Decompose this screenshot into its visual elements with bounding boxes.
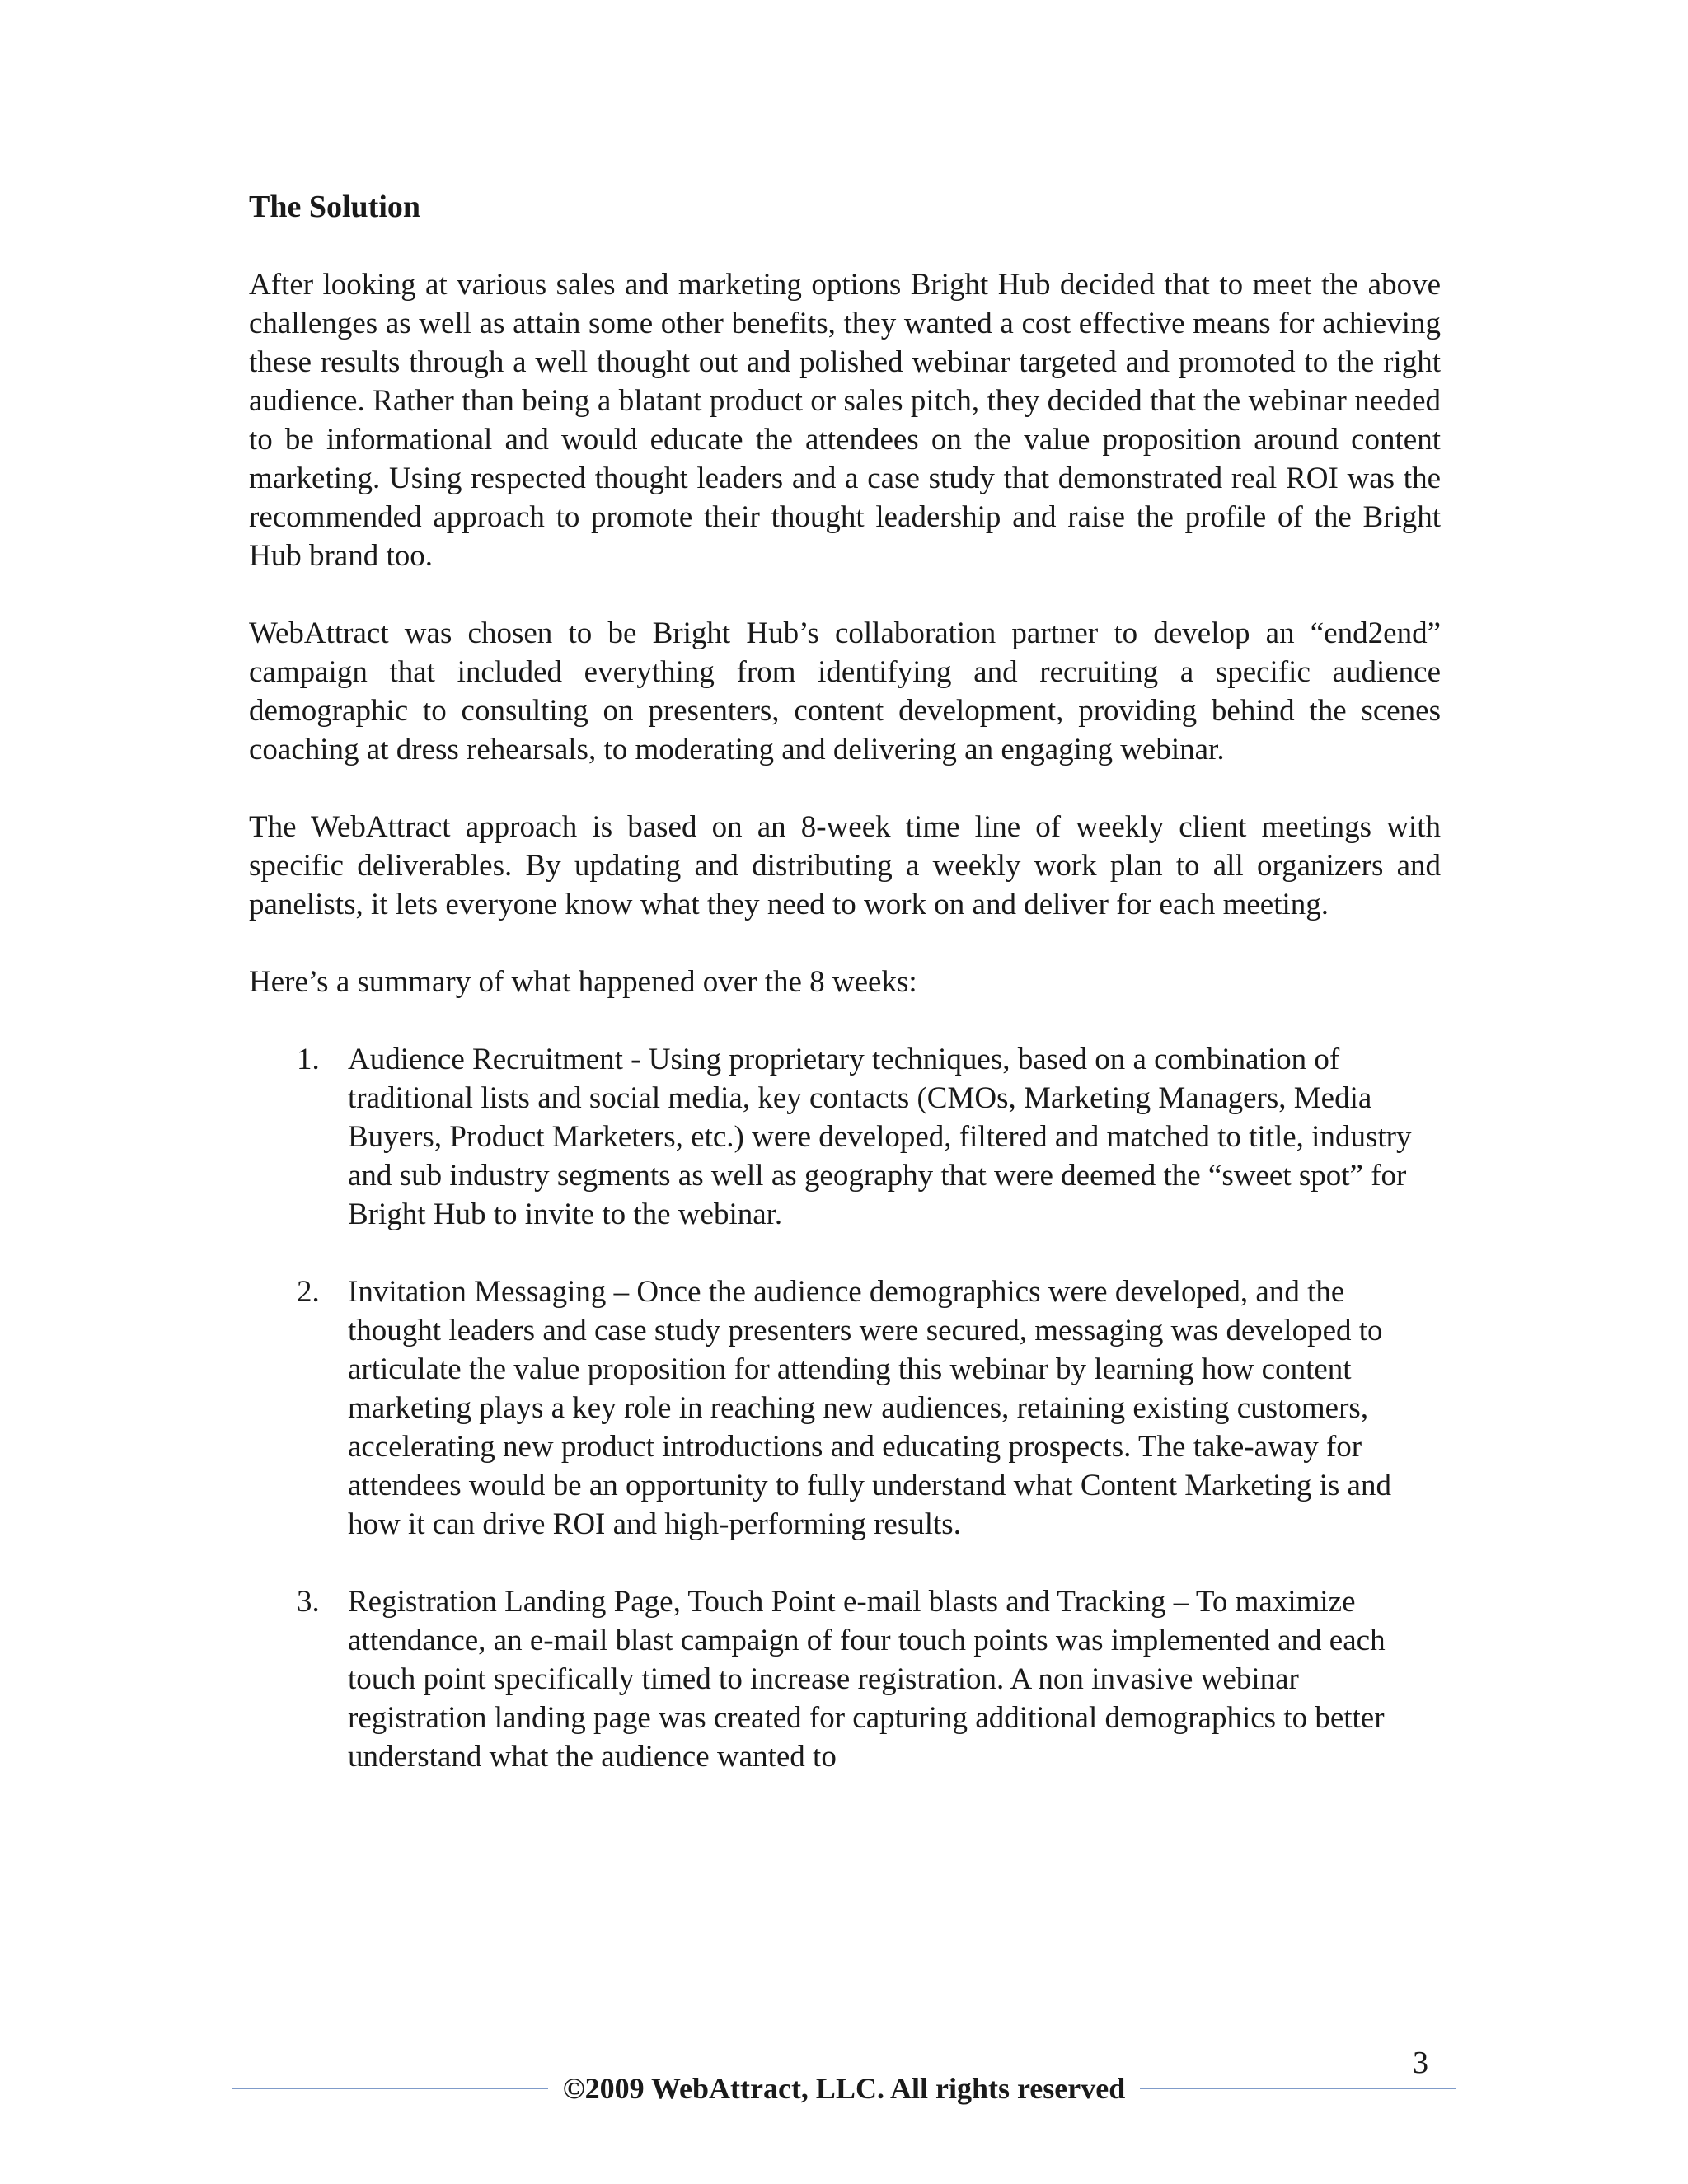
- weekly-summary-list: [249, 1040, 1441, 1776]
- document-body: [249, 188, 1441, 1815]
- footer-copyright: ©2009 WebAttract, LLC. All rights reserved: [562, 2072, 1126, 2105]
- page-number: 3: [1413, 2046, 1428, 2080]
- section-heading: The Solution: [249, 190, 421, 224]
- paragraph-summary-intro: Here’s a summary of what happened over the 8 weeks:: [249, 965, 917, 999]
- list-item-number: 2.: [297, 1275, 320, 1309]
- list-item-text: Registration Landing Page, Touch Point e-mail blasts and Tracking – To maximize attendance, an e-mail blast campaign of four touch points was implemented and each touch point specifically timed to increase registration. A non invasive webinar registration landing page was created for capturing additional demographics to better understand what the audience wanted to: [348, 1585, 1386, 1774]
- paragraph-solution-overview: After looking at various sales and marketing options Bright Hub decided that to meet the above challenges as well as attain some other benefits, they wanted a cost effective means for achieving these results through a well thought out and polished webinar targeted and promoted to the right audience. Rather than being a blatant product or sales pitch, they decided that the webinar needed to be informational and would educate the attendees on the value proposition around content marketing. Using respected thought leaders and a case study that demonstrated real ROI was the recommended approach to promote their thought leadership and raise the profile of the Bright Hub brand too.: [249, 268, 1441, 573]
- list-item: [249, 1040, 1441, 1234]
- list-item-text: Invitation Messaging – Once the audience demographics were developed, and the thought leaders and case study presenters were secured, messaging was developed to articulate the value proposition for attending this webinar by learning how content marketing plays a key role in reaching new audiences, retaining existing customers, accelerating new product introductions and educating prospects. The take-away for attendees would be an opportunity to fully understand what Content Marketing is and how it can drive ROI and high-performing results.: [348, 1275, 1391, 1541]
- list-item-text: Audience Recruitment - Using proprietary techniques, based on a combination of traditional lists and social media, key contacts (CMOs, Marketing Managers, Media Buyers, Product Marketers, etc.) were developed, filtered and matched to title, industry and sub industry segments as well as geography that were deemed the “sweet spot” for Bright Hub to invite to the webinar.: [348, 1043, 1412, 1231]
- footer-rule-right: [1140, 2088, 1456, 2089]
- list-item-number: 3.: [297, 1585, 320, 1619]
- paragraph-partner: WebAttract was chosen to be Bright Hub’s collaboration partner to develop an “end2end” campaign that included everything from identifying and recruiting a specific audience demographic to consulting on presenters, content development, providing behind the scenes coaching at dress rehearsals, to moderating and delivering an engaging webinar.: [249, 616, 1441, 766]
- paragraph-approach: The WebAttract approach is based on an 8-week time line of weekly client meetings with specific deliverables. By updating and distributing a weekly work plan to all organizers and panelists, it lets everyone know what they need to work on and deliver for each meeting.: [249, 810, 1441, 921]
- list-item: [249, 1582, 1441, 1776]
- list-item: [249, 1272, 1441, 1544]
- footer: [232, 2068, 1456, 2109]
- list-item-number: 1.: [297, 1043, 320, 1076]
- footer-rule-left: [232, 2088, 548, 2089]
